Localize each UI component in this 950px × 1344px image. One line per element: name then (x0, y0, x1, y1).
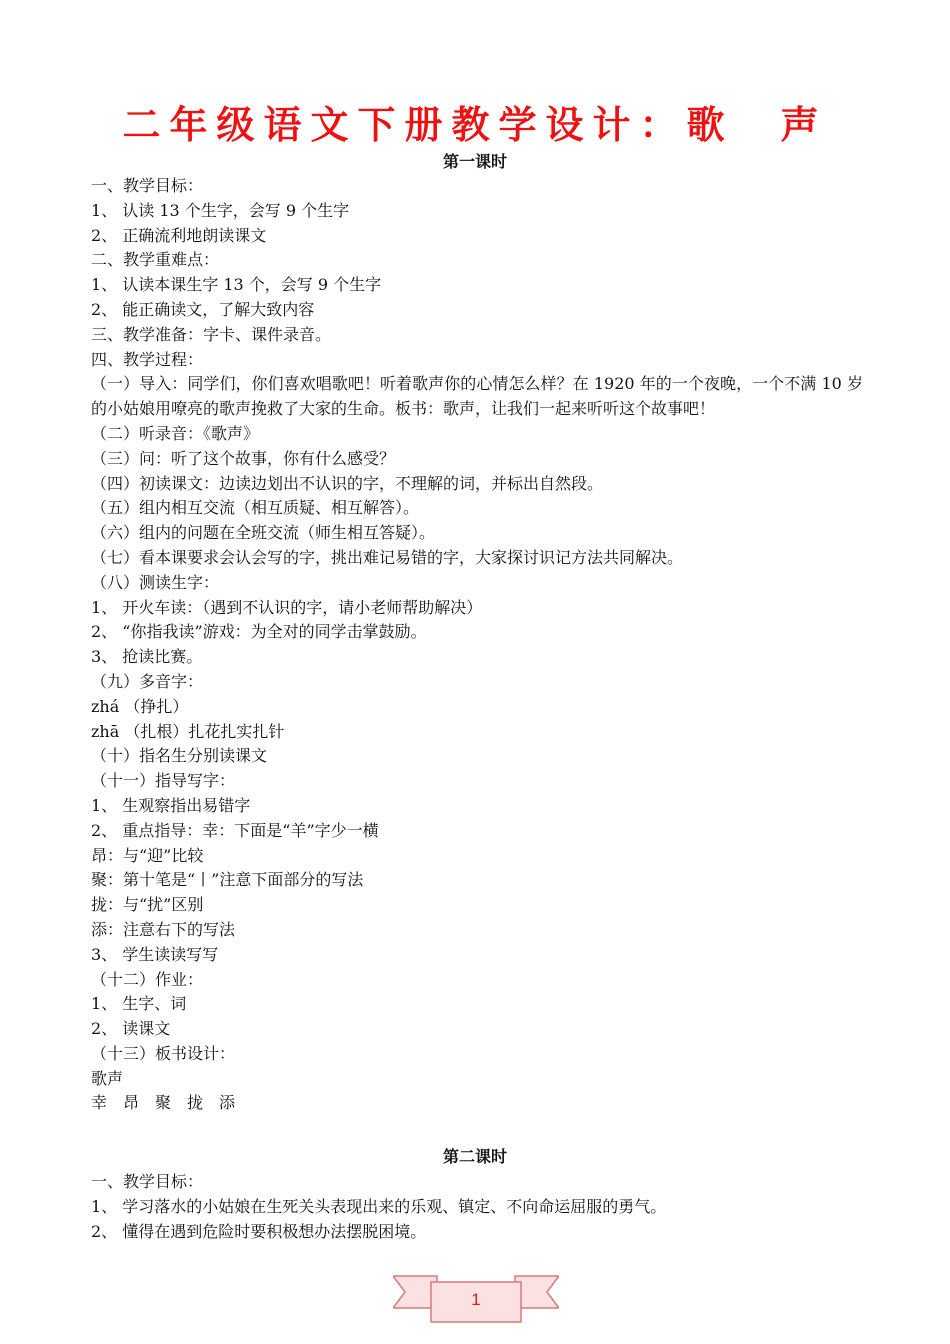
text-line: （三）问：听了这个故事，你有什么感受？ (91, 448, 396, 468)
text-line: （十二）作业： (91, 969, 204, 989)
text-line: 3、 学生读读写写 (91, 944, 219, 964)
text-line: （五）组内相互交流（相互质疑、相互解答）。 (91, 498, 420, 518)
page-footer (393, 1268, 559, 1330)
text-line: 二、教学重难点： (91, 250, 220, 270)
text-line: （十一）指导写字： (91, 771, 236, 791)
text-line: （十三）板书设计： (91, 1043, 236, 1063)
lesson-1-heading: 第一课时 (442, 152, 507, 171)
text-line: 1、 认读本课生字 13 个，会写 9 个生字 (91, 275, 382, 295)
text-line: （六）组内的问题在全班交流（师生相互答疑）。 (91, 523, 436, 543)
text-line: 2、 能正确读文，了解大致内容 (91, 299, 315, 319)
text-line: （八）测读生字： (91, 572, 220, 592)
text-line: （二）听录音：《歌声》 (91, 423, 260, 443)
text-line: （十）指名生分别读课文 (91, 746, 268, 766)
text-line: 1、 认读 13 个生字，会写 9 个生字 (91, 200, 350, 220)
text-line: 歌声 (91, 1068, 124, 1088)
text-paragraph: （一）导入：同学们，你们喜欢唱歌吧！听着歌声你的心情怎么样？在 1920 年的一个夜晚，一个不满 10 岁的小姑娘用嘹亮的歌声挽救了大家的生命。板书：歌声，让我们一起来听听这个故事吧！ (91, 374, 863, 419)
text-line: 拢：与“扰”区别 (91, 895, 204, 915)
text-line: （七）看本课要求会认会写的字，挑出难记易错的字，大家探讨识记方法共同解决。 (91, 547, 684, 567)
text-line: 昂：与“迎”比较 (91, 845, 204, 865)
text-line: 1、 生观察指出易错字 (91, 795, 251, 815)
text-line: （九）多音字： (91, 671, 204, 691)
lesson-1-body (91, 174, 863, 1116)
text-line: （四）初读课文：边读边划出不认识的字，不理解的词，并标出自然段。 (91, 473, 604, 493)
text-line: 3、 抢读比赛。 (91, 647, 203, 667)
page-number: 1 (471, 1290, 481, 1309)
text-line: 2、 懂得在遇到危险时要积极想办法摆脱困境。 (91, 1221, 427, 1241)
text-line: zhā （扎根）扎花扎实扎针 (91, 721, 285, 741)
text-line: 幸 昂 聚 拢 添 (91, 1093, 236, 1113)
text-line: 一、教学目标： (91, 176, 204, 195)
text-line: 添：注意右下的写法 (91, 919, 236, 939)
lesson-2-body (91, 1170, 863, 1244)
text-line: 1、 开火车读：（遇到不认识的字，请小老师帮助解决） (91, 597, 483, 617)
text-line: 2、 读课文 (91, 1019, 171, 1039)
text-line: 三、教学准备：字卡、课件录音。 (91, 324, 332, 344)
text-line: 2、 重点指导：幸：下面是“羊”字少一横 (91, 820, 379, 840)
text-line: 2、 正确流利地朗读课文 (91, 225, 267, 245)
text-line: 2、 “你指我读”游戏：为全对的同学击掌鼓励。 (91, 622, 427, 642)
lesson-2-heading: 第二课时 (442, 1147, 507, 1166)
document-title: 二年级语文下册教学设计：歌 声 (122, 103, 828, 147)
text-line: 一、教学目标： (91, 1172, 204, 1191)
text-line: 1、 学习落水的小姑娘在生死关头表现出来的乐观、镇定、不向命运屈服的勇气。 (91, 1196, 667, 1216)
text-line: 聚：第十笔是“丨”注意下面部分的写法 (91, 870, 364, 890)
text-line: 四、教学过程： (91, 349, 204, 369)
text-line: zhá （挣扎） (91, 696, 189, 716)
text-line: 1、 生字、词 (91, 994, 187, 1014)
